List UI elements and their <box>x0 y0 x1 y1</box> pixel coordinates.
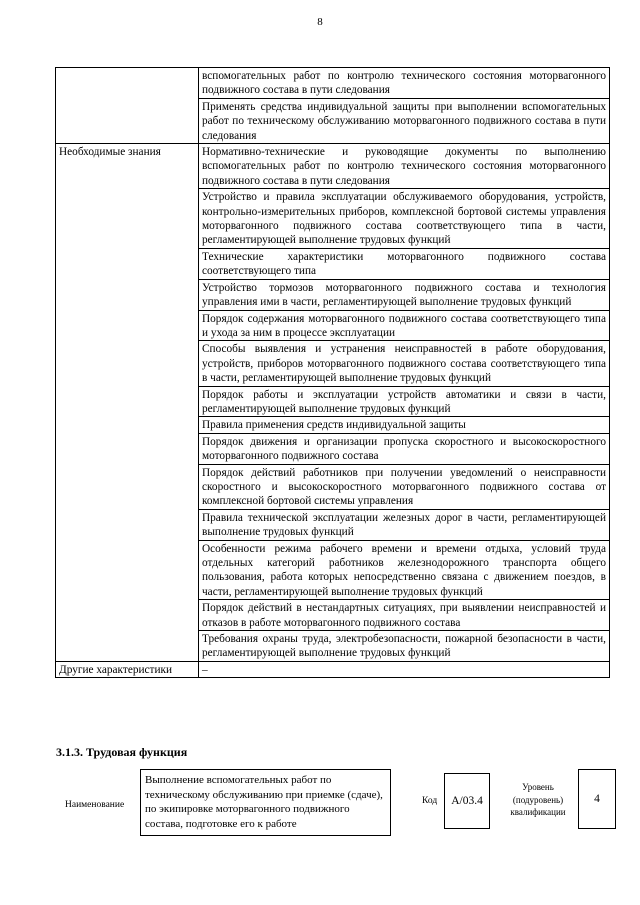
qualification-level-label: Уровень (подуровень) квалификации <box>510 782 566 817</box>
requirement-text: Применять средства индивидуальной защиты при выполнении вспомогательных работ по техническому обслуживанию моторвагонного подвижного состава в пути следования <box>199 98 610 143</box>
row-label-knowledge: Необходимые знания <box>56 144 199 662</box>
requirement-text: Устройство тормозов моторвагонного подвижного состава и технология управления ими в части, регламентирующей выполнение трудовых функций <box>199 279 610 310</box>
function-name-box: Выполнение вспомогательных работ по техническому обслуживанию при приемке (сдаче), по экипировке моторвагонного подвижного состава, подготовке его к работе <box>140 769 391 836</box>
section-heading: 3.1.3. Трудовая функция <box>56 745 188 759</box>
requirement-text: Требования охраны труда, электробезопасности, пожарной безопасности в части, регламентирующей выполнение трудовых функций <box>199 631 610 662</box>
row-label-other: Другие характеристики <box>56 661 199 677</box>
table-row <box>56 68 610 99</box>
code-value-box: A/03.4 <box>444 773 490 829</box>
requirement-text: – <box>199 661 610 677</box>
requirement-text: Устройство и правила эксплуатации обслуживаемого оборудования, устройств, контрольно-измерительных приборов, комплексной бортовой системы управления моторвагонного подвижного состава соответствующего типа в части, регламентирующей выполнение трудовых функций <box>199 189 610 249</box>
code-label: Код <box>422 796 438 806</box>
requirement-text: Порядок движения и организации пропуска скоростного и высокоскоростного моторвагонного подвижного состава <box>199 433 610 464</box>
requirements-table <box>55 67 610 678</box>
qualification-level-box: 4 <box>578 769 616 829</box>
name-label: Наименование <box>65 800 125 810</box>
requirement-text: Нормативно-технические и руководящие документы по выполнению вспомогательных работ по контролю технического состояния моторвагонного подвижного состава в пути следования <box>199 144 610 189</box>
table-row <box>56 661 610 677</box>
table-row <box>56 144 610 189</box>
requirement-text: Порядок действий в нестандартных ситуациях, при выявлении неисправностей и отказов в работе моторвагонного подвижного состава <box>199 600 610 631</box>
requirement-text: Правила технической эксплуатации железных дорог в части, регламентирующей выполнение трудовых функций <box>199 509 610 540</box>
requirement-text: Порядок работы и эксплуатации устройств автоматики и связи в части, регламентирующей выполнение трудовых функций <box>199 386 610 417</box>
requirement-text: Особенности режима рабочего времени и времени отдыха, условий труда отдельных категорий работников железнодорожного транспорта общего пользования, работа которых непосредственно связана с движением поездов, в части, регламентирующей выполнение трудовых функций <box>199 540 610 600</box>
requirement-text: Порядок содержания моторвагонного подвижного состава соответствующего типа и ухода за ним в процессе эксплуатации <box>199 310 610 341</box>
requirement-text: Порядок действий работников при получении уведомлений о неисправности скоростного и высокоскоростного моторвагонного подвижного состава от комплексной бортовой системы управления <box>199 464 610 509</box>
page-number: 8 <box>317 16 323 28</box>
requirement-text: Правила применения средств индивидуальной защиты <box>199 417 610 433</box>
requirement-text: Способы выявления и устранения неисправностей в работе оборудования, устройств, приборов моторвагонного подвижного состава соответствующего типа в части, регламентирующей выполнение трудовых функций <box>199 341 610 386</box>
row-label <box>56 68 199 144</box>
requirement-text: вспомогательных работ по контролю технического состояния моторвагонного подвижного состава в пути следования <box>199 68 610 99</box>
requirement-text: Технические характеристики моторвагонного подвижного состава соответствующего типа <box>199 248 610 279</box>
